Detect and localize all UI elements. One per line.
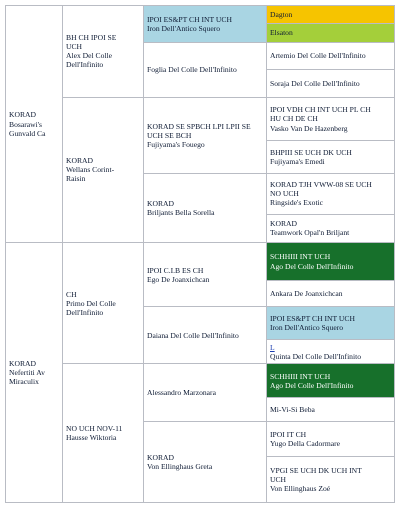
name-line: Iron Dell'Antico Squero [270,323,344,333]
gen4-ancestor [267,70,395,97]
name-line: Quinta Del Colle Dell'Infinito [270,351,361,361]
name-line: SCHHIII INT UCH [270,371,331,381]
name-line: Yugo Della Cadormare [270,439,341,449]
dam [6,243,63,503]
name-line: BHPIII SE UCH DK UCH [270,148,352,158]
gen4-ancestor [267,397,395,421]
name-line: Ankara De Joanxichcan [270,289,343,299]
name-line: KORAD SE SPBCH LPI LPII SE [147,121,251,131]
gen4-ancestor [267,97,395,141]
name-line: IPOI VDH CH INT UCH PL CH [270,105,371,115]
pedigree-table [5,5,395,503]
name-line: UCH SE BCH [147,130,192,140]
name-line: BH CH IPOI SE [66,33,117,43]
name-line: NO UCH NOV-11 [66,424,123,434]
gen3-ancestor [144,97,267,173]
name-line: Vasko Van De Hazenberg [270,123,348,133]
name-line: Primo Del Colle [66,298,116,308]
sire [6,6,63,243]
gen4-ancestor [267,42,395,69]
name-line: KORAD [9,110,37,120]
name-line: SCHHIII INT UCH [270,252,331,262]
gen3-ancestor [144,173,267,242]
name-line: KORAD TJH VWW-08 SE UCH [270,180,372,190]
name-line: Elsaton [270,28,293,38]
gen4-ancestor [267,422,395,457]
gen4-ancestor [267,307,395,340]
name-line: Nefertiti Av [9,368,45,378]
name-line: Von Ellinghaus Zoé [270,484,331,494]
name-line: Soraja Del Colle Dell'Infinito [270,78,360,88]
name-line: Daiana Del Colle Dell'Infinito [147,330,239,340]
gen4-ancestor [267,339,395,363]
gen4-ancestor [267,24,395,42]
name-line: Miraculix [9,377,39,387]
gen4-ancestor [267,214,395,243]
name-line: Hausse Wiktoria [66,433,117,443]
gen3-ancestor [144,307,267,364]
name-line: KORAD [147,453,175,463]
name-line: IPOI ES&PT CH INT UCH [270,314,355,324]
name-line: Ago Del Colle Dell'Infinito [270,380,354,390]
name-line: UCH [270,474,287,484]
name-line: Fujiyama's Fouego [147,139,205,149]
name-line: Alex Del Colle [66,51,112,61]
name-line: CH [66,289,77,299]
link-text[interactable]: L [270,342,275,352]
name-line: Dell'Infinito [66,307,104,317]
gen4-ancestor [267,364,395,398]
name-line: Ago Del Colle Dell'Infinito [270,261,354,271]
name-line: IPOI ES&PT CH INT UCH [147,14,232,24]
gen4-ancestor [267,173,395,214]
name-line: Fujiyama's Emedi [270,157,325,167]
name-line: Mi-Vi-Si Beba [270,405,315,415]
gen4-ancestor [267,243,395,281]
name-line: Dagton [270,10,293,20]
gen4-ancestor [267,457,395,503]
name-line: Raisin [66,174,86,184]
name-line: Bosarawi's [9,119,43,129]
name-line: HU CH DE CH [270,114,318,124]
name-line: Foglia Del Colle Dell'Infinito [147,65,237,75]
gen3-ancestor [144,243,267,307]
gen3-ancestor [144,364,267,422]
name-line: UCH [66,42,83,52]
name-line: Gunvald Ca [9,128,46,138]
gen4-ancestor [267,280,395,306]
gen3-ancestor [144,6,267,43]
gen3-ancestor [144,422,267,503]
name-line: KORAD [66,156,94,166]
name-line: IPOI IT CH [270,430,307,440]
name-line: Dell'Infinito [66,60,104,70]
name-line: Wellans Corint- [66,165,115,175]
gen4-ancestor [267,141,395,174]
name-line: Artemio Del Colle Dell'Infinito [270,51,366,61]
gen4-ancestor [267,6,395,24]
dam-dam [63,364,144,503]
name-line: KORAD [270,219,298,229]
dam-sire [63,243,144,364]
sire-sire [63,6,144,98]
name-line: VPGI SE UCH DK UCH INT [270,465,362,475]
sire-dam [63,97,144,243]
name-line: IPOI C.I.B ES CH [147,265,204,275]
name-line: Teamwork Opal'n Briljant [270,228,350,238]
gen3-ancestor [144,42,267,97]
name-line: NO UCH [270,189,299,199]
name-line: Briljants Bella Sorella [147,208,215,218]
name-line: KORAD [147,199,175,208]
name-line: Ringside's Exotic [270,198,324,208]
name-line: Iron Dell'Antico Squero [147,23,221,33]
name-line: Ego De Joanxichcan [147,274,210,284]
name-line: Alessandro Marzonara [147,388,216,398]
name-line: Von Ellinghaus Greta [147,462,213,472]
name-line: KORAD [9,358,37,368]
